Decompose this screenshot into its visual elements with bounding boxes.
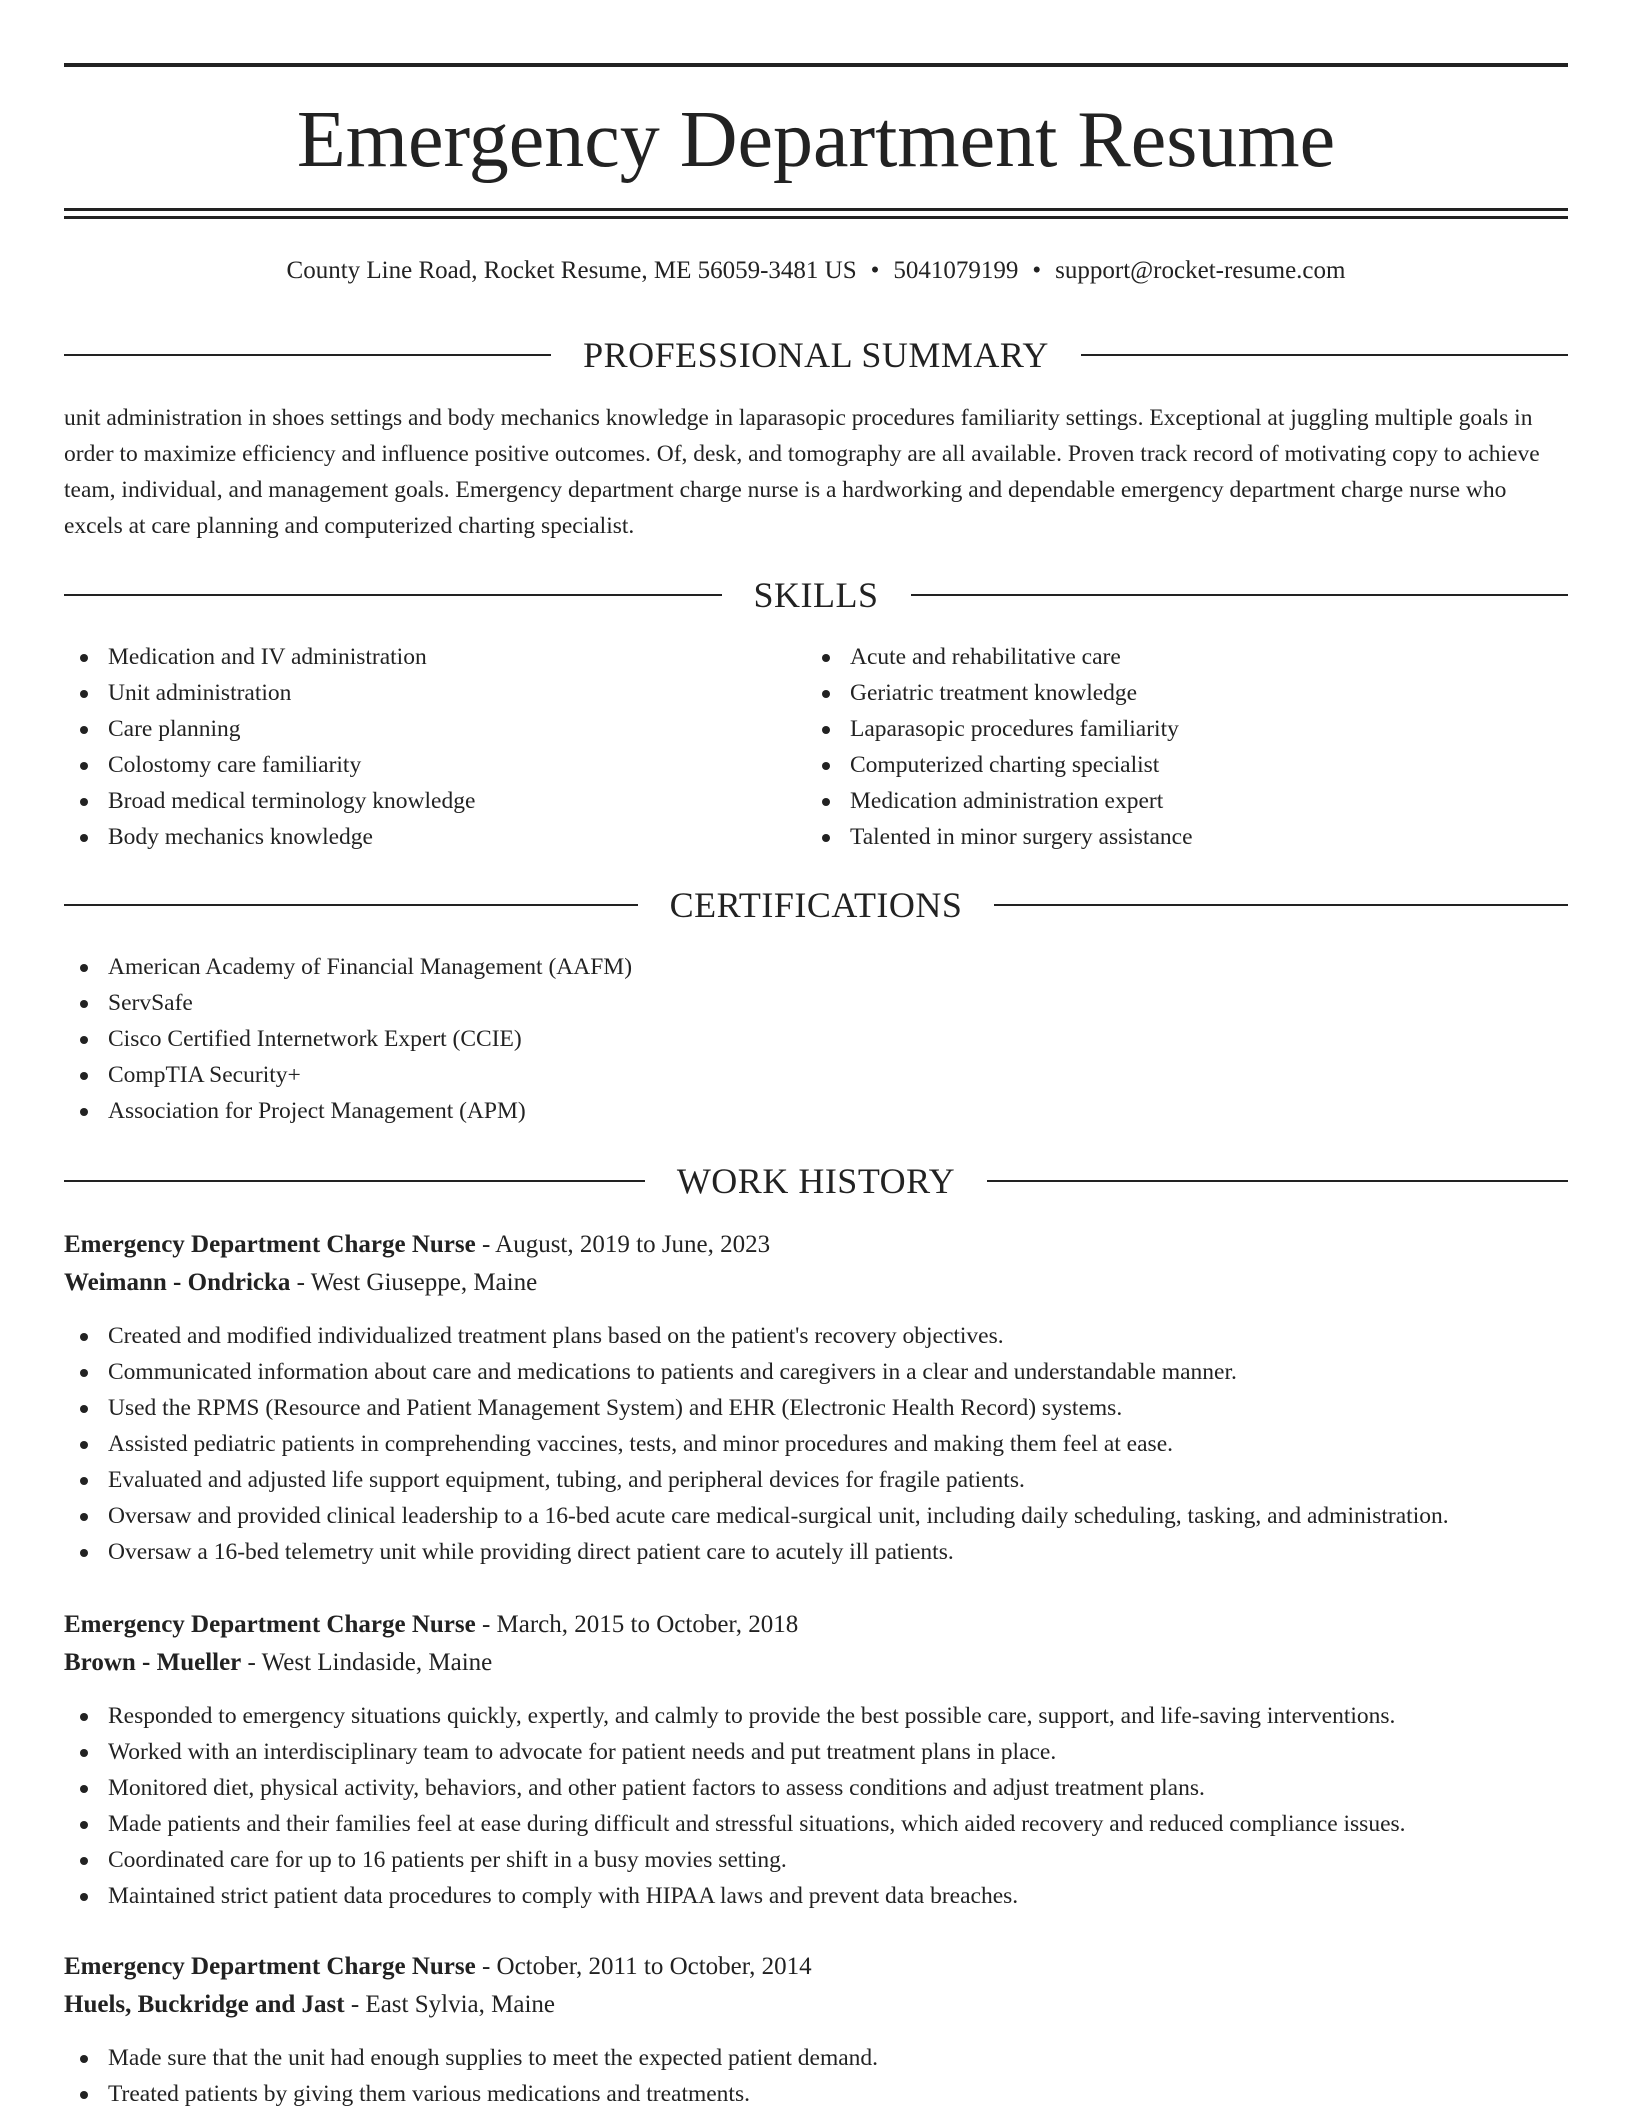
section-title: SKILLS — [753, 575, 879, 615]
job-company: Brown - Mueller — [64, 1649, 242, 1676]
skill-item: Medication administration expert — [806, 783, 1548, 819]
job-duty: Made patients and their families feel at ease during difficult and stressful situations, which aided recovery and reduced compliance issues. — [64, 1806, 1568, 1842]
job-duty: Oversaw and provided clinical leadership to a 16-bed acute care medical-surgical unit, including daily scheduling, tasking, and administration. — [64, 1498, 1568, 1534]
job-duty: Evaluated and adjusted life support equipment, tubing, and peripheral devices for fragile patients. — [64, 1462, 1568, 1498]
skill-item: Acute and rehabilitative care — [806, 639, 1548, 675]
skill-item: Broad medical terminology knowledge — [64, 783, 806, 819]
job-dates: - March, 2015 to October, 2018 — [475, 1611, 799, 1638]
job-dates: - August, 2019 to June, 2023 — [475, 1231, 771, 1258]
skill-item: Care planning — [64, 711, 806, 747]
heading-rule — [64, 594, 722, 596]
contact-separator: • — [870, 257, 880, 284]
certification-item: American Academy of Financial Management (AAFM) — [64, 949, 1568, 985]
job-duty: Communicated information about care and medications to patients and caregivers in a clear and understandable manner. — [64, 1354, 1568, 1390]
title-double-rule-top — [64, 208, 1568, 211]
skill-item: Unit administration — [64, 675, 806, 711]
job-duties-list — [64, 1318, 1568, 1570]
job-duty: Responded to emergency situations quickly, expertly, and calmly to provide the best possible care, support, and life-saving interventions. — [64, 1698, 1568, 1734]
skills-columns — [64, 639, 1568, 855]
job-duty: Assisted pediatric patients in comprehending vaccines, tests, and minor procedures and making them feel at ease. — [64, 1426, 1568, 1462]
job-duty: Worked with an interdisciplinary team to advocate for patient needs and put treatment plans in place. — [64, 1734, 1568, 1770]
heading-rule — [64, 1180, 645, 1182]
section-heading-summary — [64, 333, 1568, 377]
certifications-list — [64, 949, 1568, 1129]
job-duty: Monitored diet, physical activity, behaviors, and other patient factors to assess conditions and adjust treatment plans. — [64, 1770, 1568, 1806]
heading-rule — [987, 1180, 1568, 1182]
job-company-line — [64, 1264, 1568, 1302]
job-duty: Treated patients by giving them various medications and treatments. — [64, 2076, 1568, 2112]
job-title: Emergency Department Charge Nurse — [64, 1231, 476, 1258]
certification-item: Association for Project Management (APM) — [64, 1093, 1568, 1129]
section-heading-skills — [64, 573, 1568, 617]
job-duty: Created and modified individualized treatment plans based on the patient's recovery objectives. — [64, 1318, 1568, 1354]
job-duty: Used the RPMS (Resource and Patient Management System) and EHR (Electronic Health Record) systems. — [64, 1390, 1568, 1426]
section-heading-certifications — [64, 883, 1568, 927]
job-entry — [64, 1606, 1568, 1914]
section-heading-work-history — [64, 1159, 1568, 1203]
skills-list-right — [806, 639, 1548, 855]
contact-separator: • — [1032, 257, 1042, 284]
section-title: PROFESSIONAL SUMMARY — [583, 335, 1049, 375]
contact-address: County Line Road, Rocket Resume, ME 56059-3481 US — [286, 257, 857, 284]
section-title: WORK HISTORY — [676, 1161, 956, 1201]
certification-item: Cisco Certified Internetwork Expert (CCIE) — [64, 1021, 1568, 1057]
job-title-line — [64, 1948, 1568, 1986]
contact-email: support@rocket-resume.com — [1055, 257, 1346, 284]
job-duty: Made sure that the unit had enough supplies to meet the expected patient demand. — [64, 2040, 1568, 2076]
skills-list-left — [64, 639, 806, 855]
job-dates: - October, 2011 to October, 2014 — [475, 1953, 812, 1980]
certification-item: CompTIA Security+ — [64, 1057, 1568, 1093]
heading-rule — [994, 904, 1568, 906]
section-title: CERTIFICATIONS — [669, 885, 963, 925]
job-duty: Oversaw a 16-bed telemetry unit while providing direct patient care to acutely ill patients. — [64, 1534, 1568, 1570]
job-company: Weimann - Ondricka — [64, 1269, 291, 1296]
contact-phone: 5041079199 — [893, 257, 1019, 284]
certification-item: ServSafe — [64, 985, 1568, 1021]
skill-item: Medication and IV administration — [64, 639, 806, 675]
title-double-rule-bottom — [64, 216, 1568, 219]
heading-rule — [1081, 354, 1568, 356]
job-company-line — [64, 1986, 1568, 2024]
job-company-line — [64, 1644, 1568, 1682]
job-duty: Maintained strict patient data procedures to comply with HIPAA laws and prevent data breaches. — [64, 1878, 1568, 1914]
top-rule — [64, 63, 1568, 67]
job-title-line — [64, 1606, 1568, 1644]
skill-item: Talented in minor surgery assistance — [806, 819, 1548, 855]
job-title: Emergency Department Charge Nurse — [64, 1953, 476, 1980]
job-title-line — [64, 1226, 1568, 1264]
heading-rule — [911, 594, 1569, 596]
skill-item: Body mechanics knowledge — [64, 819, 806, 855]
professional-summary-text: unit administration in shoes settings and body mechanics knowledge in laparasopic procedures familiarity settings. Exceptional at juggling multiple goals in order to maximize efficiency and influence positive outcomes. Of, desk, and tomography are all available. Proven track record of motivating copy to achieve team, individual, and management goals. Emergency department charge nurse is a hardworking and dependable emergency department charge nurse who excels at care planning and computerized charting specialist. — [64, 405, 1540, 539]
job-location: - West Lindaside, Maine — [241, 1649, 493, 1676]
job-location: - East Sylvia, Maine — [344, 1991, 555, 2018]
skill-item: Laparasopic procedures familiarity — [806, 711, 1548, 747]
contact-line — [64, 254, 1568, 288]
page-title: Emergency Department Resume — [296, 96, 1336, 184]
job-duty: Coordinated care for up to 16 patients per shift in a busy movies setting. — [64, 1842, 1568, 1878]
skill-item: Colostomy care familiarity — [64, 747, 806, 783]
skill-item: Geriatric treatment knowledge — [806, 675, 1548, 711]
job-company: Huels, Buckridge and Jast — [64, 1991, 345, 2018]
job-location: - West Giuseppe, Maine — [290, 1269, 538, 1296]
job-duties-list — [64, 2040, 1568, 2112]
heading-rule — [64, 354, 551, 356]
job-duties-list — [64, 1698, 1568, 1914]
job-entry — [64, 1226, 1568, 1570]
job-title: Emergency Department Charge Nurse — [64, 1611, 476, 1638]
job-entry — [64, 1948, 1568, 2112]
skill-item: Computerized charting specialist — [806, 747, 1548, 783]
heading-rule — [64, 904, 638, 906]
